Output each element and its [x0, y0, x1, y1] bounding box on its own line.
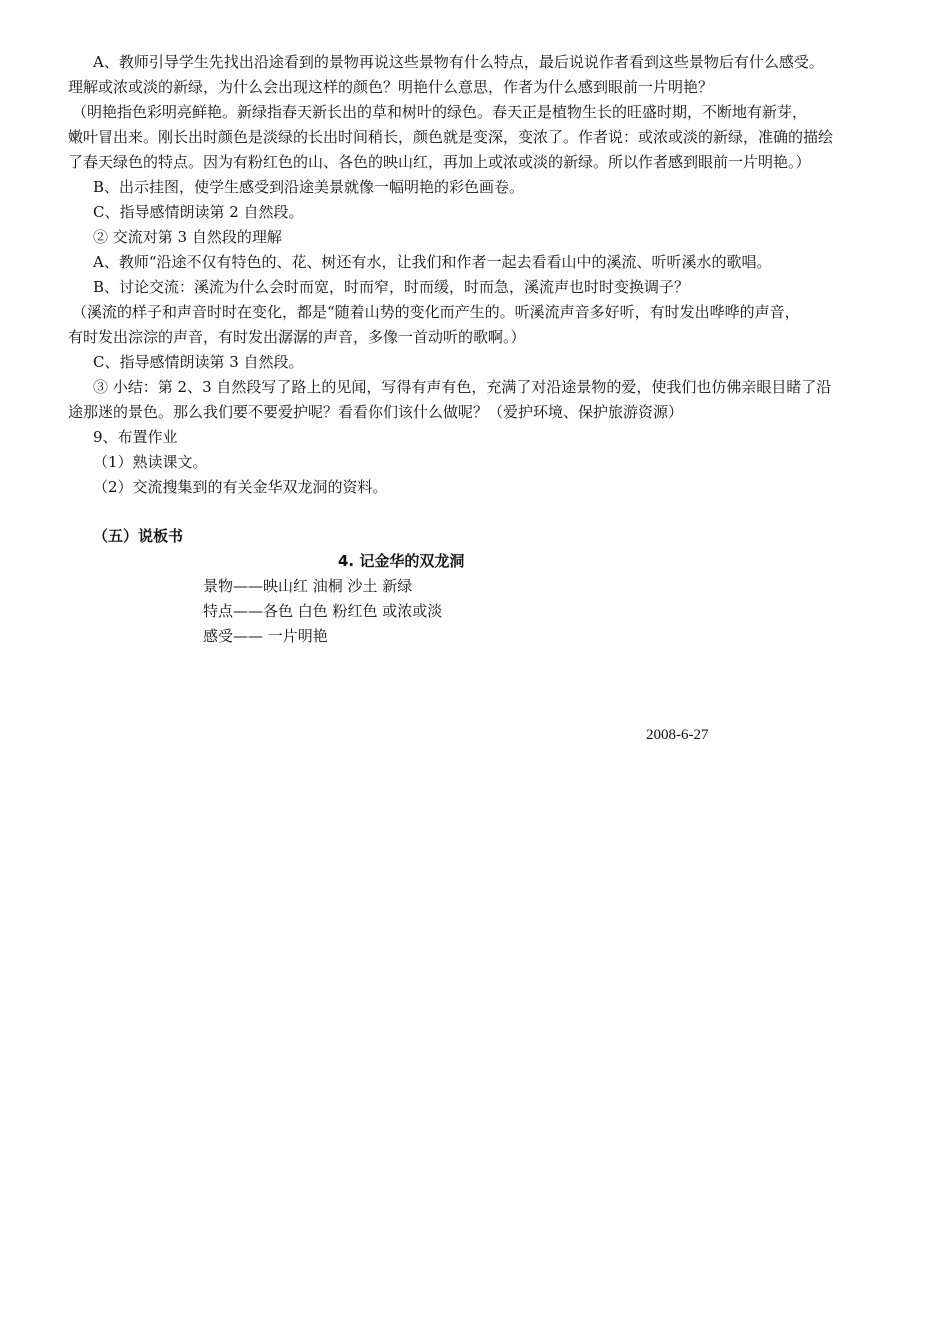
paragraph-b-discuss: B、讨论交流：溪流为什么会时而宽，时而窄，时而缓，时而急，溪流声也时时变换调子？ [93, 278, 690, 296]
paragraph-a-teacher: A、教师“沿途不仅有特色的、花、树还有水，让我们和作者一起去看看山中的溪流、听听溪水的歌唱。 [93, 253, 772, 271]
explanation-line-2: 嫩叶冒出来。刚长出时颜色是淡绿的长出时间稍长，颜色就是变深，变浓了。作者说：或浓或淡的新绿，准确的描绘 [68, 128, 834, 146]
explanation-line-3: 了春天绿色的特点。因为有粉红色的山、各色的映山红，再加上或浓或淡的新绿。所以作者感到眼前一片明艳。） [68, 153, 811, 171]
paragraph-a-line-2: 理解或浓或淡的新绿，为什么会出现这样的颜色？明艳什么意思，作者为什么感到眼前一片明艳？ [68, 78, 714, 96]
paragraph-c-read-2: C、指导感情朗读第 2 自然段。 [93, 203, 304, 221]
homework-item-1: （1）熟读课文。 [93, 453, 208, 471]
summary-line-2: 途那迷的景色。那么我们要不要爱护呢？看看你们该什么做呢？（爱护环境、保护旅游资源） [68, 403, 684, 421]
board-row-scenery: 景物——映山红 油桐 沙土 新绿 [203, 577, 413, 595]
board-title: 4. 记金华的双龙洞 [338, 552, 465, 570]
section-heading: （五）说板书 [93, 527, 184, 545]
explanation-line-1: （明艳指色彩明亮鲜艳。新绿指春天新长出的草和树叶的绿色。春天正是植物生长的旺盛时期，不断地有新芽， [72, 103, 808, 121]
summary-line-1: ③ 小结：第 2、3 自然段写了路上的见闻，写得有声有色，充满了对沿途景物的爱，使我们也仿佛亲眼目睹了沿 [93, 378, 832, 396]
paragraph-a-line-1: A、教师引导学生先找出沿途看到的景物再说这些景物有什么特点，最后说说作者看到这些景物后有什么感受。 [93, 53, 824, 71]
paragraph-b-guatu: B、出示挂图，使学生感受到沿途美景就像一幅明艳的彩色画卷。 [93, 178, 525, 196]
homework-item-2: （2）交流搜集到的有关金华双龙洞的资料。 [93, 478, 388, 496]
homework-title: 9、布置作业 [93, 428, 178, 446]
item-2-title: ② 交流对第 3 自然段的理解 [93, 228, 282, 246]
stream-explanation-line-2: 有时发出淙淙的声音，有时发出潺潺的声音，多像一首动听的歌啊。） [68, 328, 526, 346]
document-date: 2008-6-27 [646, 727, 709, 743]
paragraph-c-read-3: C、指导感情朗读第 3 自然段。 [93, 353, 304, 371]
board-row-feelings: 感受—— 一片明艳 [203, 627, 328, 645]
board-row-features: 特点——各色 白色 粉红色 或浓或淡 [203, 602, 443, 620]
stream-explanation-line-1: （溪流的样子和声音时时在变化，都是“随着山势的变化而产生的。听溪流声音多好听，有时发出哗哗的声音， [72, 303, 800, 321]
